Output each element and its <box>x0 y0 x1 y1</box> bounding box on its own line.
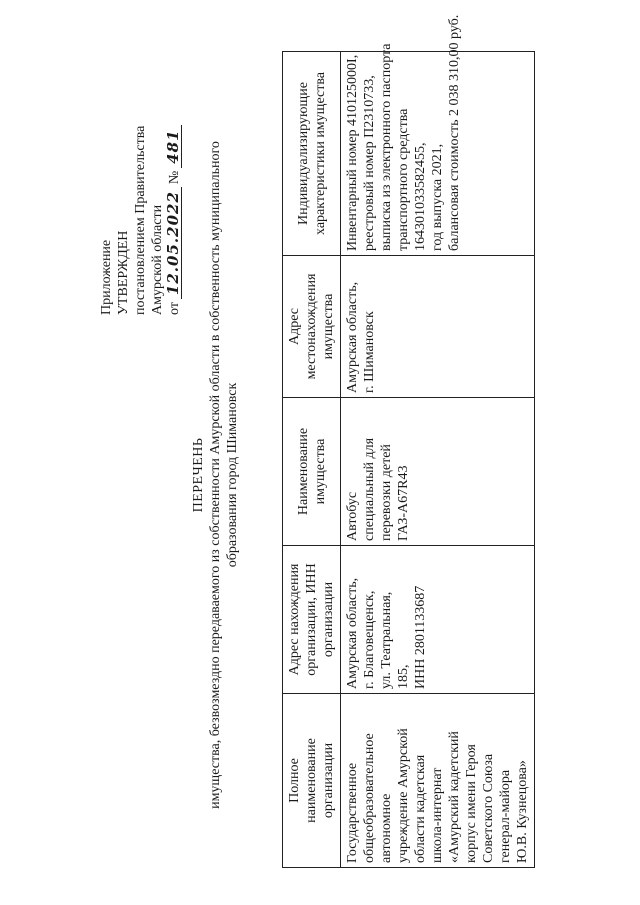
number-label: № <box>167 170 182 185</box>
title-line-2: образования город Шимановск <box>225 382 240 568</box>
decree-line-1: постановлением Правительства <box>133 125 148 315</box>
title-heading: ПЕРЕЧЕНЬ <box>191 437 206 513</box>
table-row <box>341 52 535 868</box>
approved-label: УТВЕРЖДЕН <box>116 230 131 315</box>
date-prefix: от <box>167 302 182 315</box>
cell-property-name: Автобус специальный для перевозки детей ГАЗ-А67R43 <box>341 398 535 546</box>
cell-property-location: Амурская область, г. Шимановск <box>341 256 535 398</box>
table-header-row <box>283 52 341 868</box>
header-property-location: Адрес местонахождения имущества <box>283 256 341 398</box>
cell-property-characteristics: Инвентарный номер 410125000I, реестровый номер П2310733, выписка из электронного паспорта транспортного средства 164301033582455, год выпуска 2021, балансовая стоимость 2 038 310,00 руб. <box>341 52 535 256</box>
header-property-name: Наименование имущества <box>283 398 341 546</box>
title-line-1: имущества, безвозмездно передаваемого из собственности Амурской области в собственность муниципального <box>208 141 223 809</box>
decree-date-number <box>166 55 183 315</box>
approval-header <box>98 55 183 315</box>
header-org-name: Полное наименование организации <box>283 694 341 868</box>
handwritten-number: 481 <box>166 125 182 167</box>
decree-line-2: Амурской области <box>150 204 165 315</box>
header-property-characteristics: Индивидуализирующие характеристики имущества <box>283 52 341 256</box>
cell-org-name: Государственное общеобразовательное автономное учреждение Амурской области кадетская школа-интернат «Амурский кадетский корпус имени Героя Советского Союза генерал-майора Ю.В. Кузнецова» <box>341 694 535 868</box>
document-title <box>190 135 241 815</box>
property-table <box>282 14 535 868</box>
header-org-address: Адрес нахождения организации, ИНН организации <box>283 546 341 694</box>
handwritten-date: 12.05.2022 <box>166 187 182 299</box>
cell-org-address: Амурская область, г. Благовещенск, ул. Театральная, 185, ИНН 2801133687 <box>341 546 535 694</box>
appendix-label: Приложение <box>99 239 114 315</box>
